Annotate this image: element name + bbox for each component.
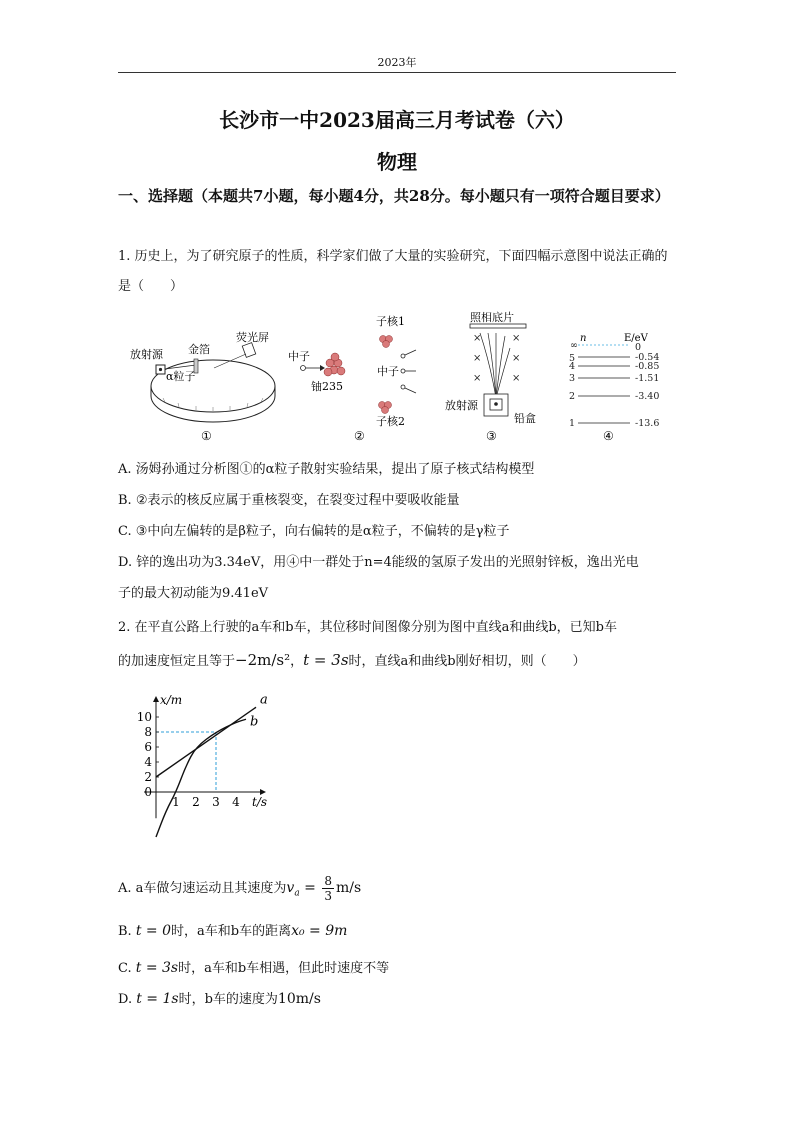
fig1-alpha-label: α粒子	[166, 370, 196, 383]
q1-figure	[118, 308, 678, 448]
q1-stem: 1. 历史上，为了研究原子的性质，科学家们做了大量的实验研究，下面四幅示意图中说法正确的是（ ）	[118, 249, 668, 294]
level-e: -3.40	[635, 391, 660, 402]
q2-option-c	[118, 957, 389, 976]
q2-d-v: 10m/s	[277, 991, 321, 1007]
q2-stem-line2	[118, 650, 586, 669]
exam-title: 长沙市一中2023届高三月考试卷（六）	[219, 108, 575, 132]
y-axis-label: x/m	[160, 693, 183, 707]
series-label-a: a	[260, 692, 268, 708]
q2-stem-pre: 的加速度恒定且等于	[118, 654, 236, 669]
series-label-b: b	[250, 714, 259, 730]
x-tick-label: 3	[212, 795, 220, 809]
q2-option-b	[118, 920, 347, 939]
level-n: 3	[569, 373, 576, 384]
q2-option-d	[118, 988, 321, 1007]
fig1-alpha-scattering	[130, 330, 275, 443]
fig3-source-label: 放射源	[445, 399, 478, 412]
svg-text:×: ×	[512, 373, 521, 384]
q2-stem-line1: 2. 在平直公路上行驶的a车和b车，其位移时间图像分别为图中直线a和曲线b，已知b车	[118, 620, 618, 635]
fig2-number: ②	[354, 429, 365, 443]
svg-text:×: ×	[512, 333, 521, 344]
section-heading: 一、选择题（本题共7小题，每小题4分，共28分。每小题只有一项符合题目要求）	[118, 187, 670, 205]
q2-c-t: t = 3s	[135, 960, 179, 976]
q2-c-post: 时，a车和b车相遇，但此时速度不等	[178, 961, 390, 976]
q2-stem-post: 时，直线a和曲线b刚好相切，则（ ）	[348, 654, 586, 669]
x-axis-label: t/s	[252, 795, 268, 809]
q2-a-num: 8	[324, 874, 332, 888]
q2-b-x: x₀ = 9m	[291, 923, 348, 939]
fig4-e-header: E/eV	[624, 333, 648, 344]
q2-xt-graph	[118, 678, 278, 866]
header-year: 2023年	[377, 56, 417, 69]
fig2-u235-label: 铀235	[311, 380, 343, 393]
fig2-nucleus1-label: 子核1	[376, 315, 405, 328]
svg-text:×: ×	[473, 373, 482, 384]
fig1-source-label: 放射源	[130, 348, 163, 361]
q2-stem-mid: ，	[290, 654, 304, 669]
level-n: 2	[569, 391, 576, 402]
fig1-foil-label: 金箔	[188, 343, 210, 356]
fig4-energy-levels	[569, 333, 659, 443]
q2-b-mid: 时，a车和b车的距离	[171, 924, 292, 939]
fig2-fission	[288, 314, 416, 443]
svg-text:×: ×	[473, 353, 482, 364]
y-tick-label: 6	[144, 740, 152, 754]
q1-option-c: C. ③中向左偏转的是β粒子，向右偏转的是α粒子，不偏转的是γ粒子	[118, 524, 510, 539]
q2-d-pre: D.	[118, 992, 137, 1007]
level-e: -0.85	[635, 361, 660, 372]
fig4-n-header: n	[580, 333, 587, 344]
x-tick-label: 2	[192, 795, 200, 809]
q1-option-d-line2: 子的最大初动能为9.41eV	[118, 586, 269, 601]
fig3-number: ③	[486, 429, 497, 443]
q2-b-pre: B.	[118, 924, 136, 939]
fig1-screen-label: 荧光屏	[236, 331, 269, 344]
y-axis-arrow	[153, 696, 159, 702]
q2-a-var: v	[286, 880, 295, 896]
header-divider	[118, 72, 676, 73]
q2-t-condition: t = 3s	[303, 651, 349, 669]
level-n: ∞	[570, 340, 578, 351]
level-n: 4	[569, 361, 576, 372]
x-tick-label: 4	[232, 795, 240, 809]
level-e: -13.6	[635, 418, 660, 429]
q2-c-pre: C.	[118, 961, 136, 976]
y-tick-label: 8	[144, 725, 152, 739]
q2-accel: −2m/s²	[235, 651, 291, 669]
fig3-radiation	[445, 310, 536, 443]
q2-a-sub: a	[294, 888, 300, 899]
level-e: -0.54	[635, 352, 660, 363]
y-tick-label: 4	[144, 755, 152, 769]
level-n: 5	[569, 353, 576, 364]
q1-option-a: A. 汤姆孙通过分析图①的α粒子散射实验结果，提出了原子核式结构模型	[118, 462, 535, 477]
y-tick-label: 2	[144, 770, 152, 784]
fig2-neutron-out-label: 中子	[377, 365, 399, 378]
fig3-box-label: 铅盒	[514, 412, 536, 425]
x-tick-label: 1	[172, 795, 180, 809]
q2-a-den: 3	[324, 889, 332, 903]
fig3-film-label: 照相底片	[470, 311, 514, 324]
level-e: -1.51	[635, 373, 660, 384]
q2-a-unit: m/s	[335, 880, 362, 896]
level-e: 0	[635, 342, 642, 353]
fig2-nucleus2-label: 子核2	[376, 415, 405, 428]
q2-b-t: t = 0	[135, 923, 171, 939]
svg-text:×: ×	[473, 333, 482, 344]
svg-text:×: ×	[512, 353, 521, 364]
q1-option-b: B. ②表示的核反应属于重核裂变，在裂变过程中要吸收能量	[118, 493, 460, 508]
level-n: 1	[569, 418, 576, 429]
y-tick-label: 10	[136, 710, 152, 724]
fig1-number: ①	[201, 429, 212, 443]
y-tick-label: 0	[144, 785, 152, 799]
q2-a-pre: A. a车做匀速运动且其速度为	[118, 881, 287, 896]
q2-option-a: A. a车做匀速运动且其速度为$v_a$ = $\frac{8}{3}$ m/s	[118, 874, 362, 903]
q2-d-t: t = 1s	[136, 991, 179, 1007]
q2-a-fraction	[322, 874, 334, 903]
series-b	[156, 719, 246, 837]
subject-title: 物理	[377, 150, 417, 174]
q1-option-d-line1: D. 锌的逸出功为3.34eV，用④中一群处于n=4能级的氢原子发出的光照射锌板，逸出光电	[118, 555, 639, 570]
fig2-neutron-label: 中子	[288, 350, 310, 363]
series-a	[156, 707, 259, 777]
q2-d-mid: 时，b车的速度为	[178, 992, 278, 1007]
fig4-number: ④	[603, 429, 614, 443]
